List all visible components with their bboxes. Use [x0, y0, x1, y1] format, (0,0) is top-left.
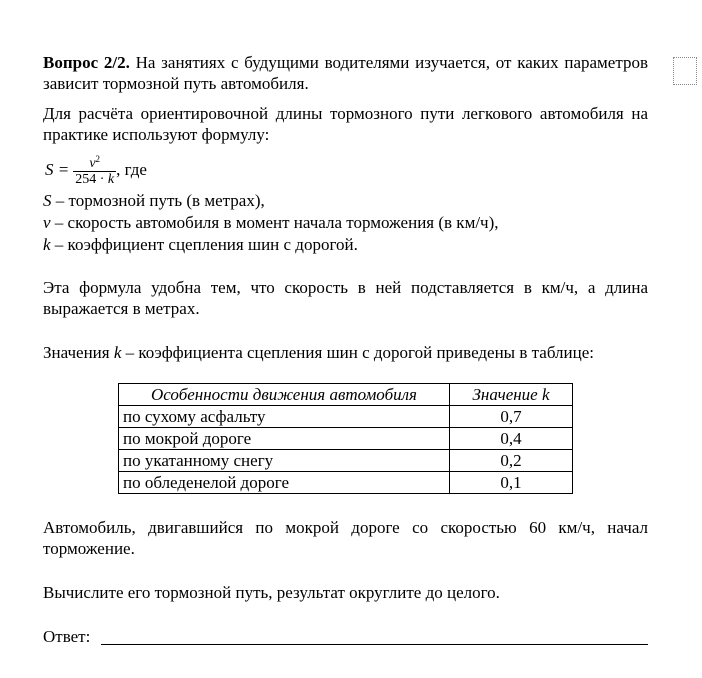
table-row [119, 406, 573, 428]
braking-formula [45, 150, 147, 190]
table-cell-condition: по сухому асфальту [119, 406, 450, 428]
question-number: Вопрос 2/2. [43, 53, 130, 72]
table-header-conditions: Особенности движения автомобиля [119, 384, 450, 406]
formula-numerator: $v^2$ [89, 154, 101, 171]
formula-note: Эта формула удобна тем, что скорость в ней подставляется в км/ч, а длина выражается в метрах. [43, 278, 648, 318]
table-cell-value: 0,2 [450, 450, 573, 472]
table-row [119, 472, 573, 494]
table-row [119, 428, 573, 450]
table-cell-value: 0,4 [450, 428, 573, 450]
table-cell-condition: по обледенелой дороге [119, 472, 450, 494]
table-cell-condition: по мокрой дороге [119, 428, 450, 450]
table-cell-value: 0,7 [450, 406, 573, 428]
answer-field[interactable] [101, 644, 648, 645]
definition-k: k – коэффициент сцепления шин с дорогой. [43, 235, 358, 254]
definition-v: v – скорость автомобиля в момент начала торможения (в км/ч), [43, 213, 499, 232]
formula-suffix: , где [116, 160, 147, 179]
definition-s: S – тормозной путь (в метрах), [43, 191, 265, 210]
formula-intro: Для расчёта ориентировочной длины тормозного пути легкового автомобиля на практике используют формулу: [43, 104, 648, 144]
answer-label: Ответ: [43, 627, 91, 646]
answer-checkbox[interactable] [673, 57, 697, 85]
problem-condition: Автомобиль, двигавшийся по мокрой дороге со скоростью 60 км/ч, начал торможение. [43, 518, 648, 558]
table-intro: Значения k – коэффициента сцепления шин с дорогой приведены в таблице: [43, 343, 594, 362]
problem-task: Вычислите его тормозной путь, результат округлите до целого. [43, 583, 500, 602]
table-cell-value: 0,1 [450, 472, 573, 494]
question-intro-text: На занятиях с будущими водителями изучается, от каких параметров зависит тормозной путь автомобиля. [43, 53, 649, 93]
formula-denominator: 254 · k [75, 172, 115, 187]
formula-lhs: S = [45, 160, 70, 179]
question-intro [43, 52, 648, 94]
table-cell-condition: по укатанному снегу [119, 450, 450, 472]
table-header-value: Значение k [450, 384, 573, 406]
table-row [119, 450, 573, 472]
traction-coefficient-table [118, 383, 573, 494]
table-header-row [119, 384, 573, 406]
formula-fraction [73, 152, 116, 188]
